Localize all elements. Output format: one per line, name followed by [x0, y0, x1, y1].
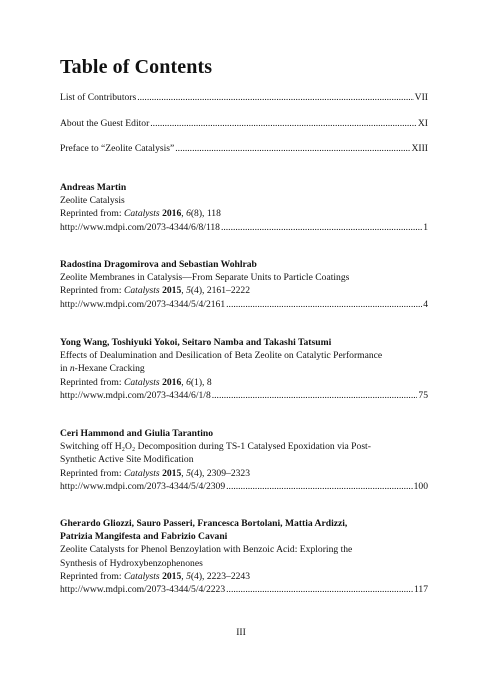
- entry-title: Synthesis of Hydroxybenzophenones: [60, 557, 203, 569]
- dot-leader: [221, 221, 422, 234]
- dot-leader: [226, 583, 413, 596]
- page-title: Table of Contents: [60, 56, 213, 78]
- entry-url-line[interactable]: [60, 298, 428, 311]
- dot-leader: [226, 298, 422, 311]
- toc-entry[interactable]: [60, 336, 430, 402]
- toc-page-number: 100: [413, 480, 428, 492]
- entry-url-line[interactable]: [60, 389, 428, 402]
- entry-reprint-info: Reprinted from: Catalysts 2015, 5(4), 2223–2243: [60, 570, 251, 582]
- entry-reprint-info: Reprinted from: Catalysts 2015, 5(4), 2309–2323: [60, 467, 251, 479]
- entry-authors: Andreas Martin: [60, 182, 127, 193]
- toc-page-number: 75: [418, 389, 428, 401]
- dot-leader: [212, 389, 418, 402]
- entry-reprint-info: Reprinted from: Catalysts 2015, 5(4), 2161–2222: [60, 285, 251, 297]
- entry-title: Zeolite Catalysts for Phenol Benzoylation with Benzoic Acid: Exploring the: [60, 544, 353, 556]
- dot-leader: [137, 92, 413, 104]
- entry-title: in n-Hexane Cracking: [60, 363, 145, 375]
- entry-reprint-info: Reprinted from: Catalysts 2016, 6(1), 8: [60, 376, 212, 388]
- entry-title: Zeolite Membranes in Catalysis—From Separate Units to Particle Coatings: [60, 272, 350, 284]
- toc-page-number: XI: [417, 118, 428, 129]
- toc-page-number: XIII: [411, 143, 428, 154]
- entry-url-link[interactable]: http://www.mdpi.com/2073-4344/6/1/8: [60, 389, 211, 401]
- entry-title: Synthetic Active Site Modification: [60, 454, 194, 466]
- entry-url-line[interactable]: [60, 480, 428, 493]
- toc-entry[interactable]: [60, 181, 430, 234]
- entry-url-link[interactable]: http://www.mdpi.com/2073-4344/5/4/2309: [60, 480, 226, 492]
- entry-reprint-info: Reprinted from: Catalysts 2016, 6(8), 118: [60, 208, 221, 220]
- toc-front-matter-guest-editor[interactable]: [60, 118, 428, 130]
- toc-label: About the Guest Editor: [60, 118, 150, 129]
- toc-page-number: 1: [423, 221, 428, 233]
- dot-leader: [175, 143, 410, 155]
- entry-url-link[interactable]: http://www.mdpi.com/2073-4344/5/4/2223: [60, 584, 226, 596]
- entry-title: Switching off H₂O₂ Decomposition during TS-1 Catalysed Epoxidation via Post-: [60, 441, 371, 453]
- toc-entry[interactable]: [60, 517, 430, 596]
- toc-entry[interactable]: [60, 258, 430, 311]
- entry-authors: Ceri Hammond and Giulia Tarantino: [60, 428, 213, 439]
- entry-url-link[interactable]: http://www.mdpi.com/2073-4344/6/8/118: [60, 221, 220, 233]
- entry-title: Zeolite Catalysis: [60, 195, 125, 207]
- toc-label: Preface to “Zeolite Catalysis”: [60, 143, 175, 154]
- entry-authors: Patrizia Mangifesta and Fabrizio Cavani: [60, 531, 228, 543]
- page-number-footer: III: [236, 627, 246, 638]
- entry-url-line[interactable]: [60, 221, 428, 234]
- dot-leader: [150, 118, 417, 130]
- toc-page-number: 117: [413, 584, 428, 596]
- entry-authors: Yong Wang, Toshiyuki Yokoi, Seitaro Namba and Takashi Tatsumi: [60, 337, 332, 348]
- entry-url-link[interactable]: http://www.mdpi.com/2073-4344/5/4/2161: [60, 298, 226, 310]
- dot-leader: [226, 480, 412, 493]
- toc-front-matter-preface[interactable]: [60, 143, 428, 155]
- toc-entry[interactable]: [60, 427, 430, 493]
- toc-page-number: VII: [414, 92, 428, 103]
- toc-front-matter-contributors[interactable]: [60, 92, 428, 104]
- entry-title: Effects of Dealumination and Desilication of Beta Zeolite on Catalytic Performance: [60, 350, 383, 362]
- toc-label: List of Contributors: [60, 92, 137, 103]
- toc-page-number: 4: [423, 298, 428, 310]
- entry-authors: Radostina Dragomirova and Sebastian Wohlrab: [60, 259, 257, 270]
- entry-authors: Gherardo Gliozzi, Sauro Passeri, Francesca Bortolani, Mattia Ardizzi,: [60, 518, 348, 529]
- entry-url-line[interactable]: [60, 583, 428, 596]
